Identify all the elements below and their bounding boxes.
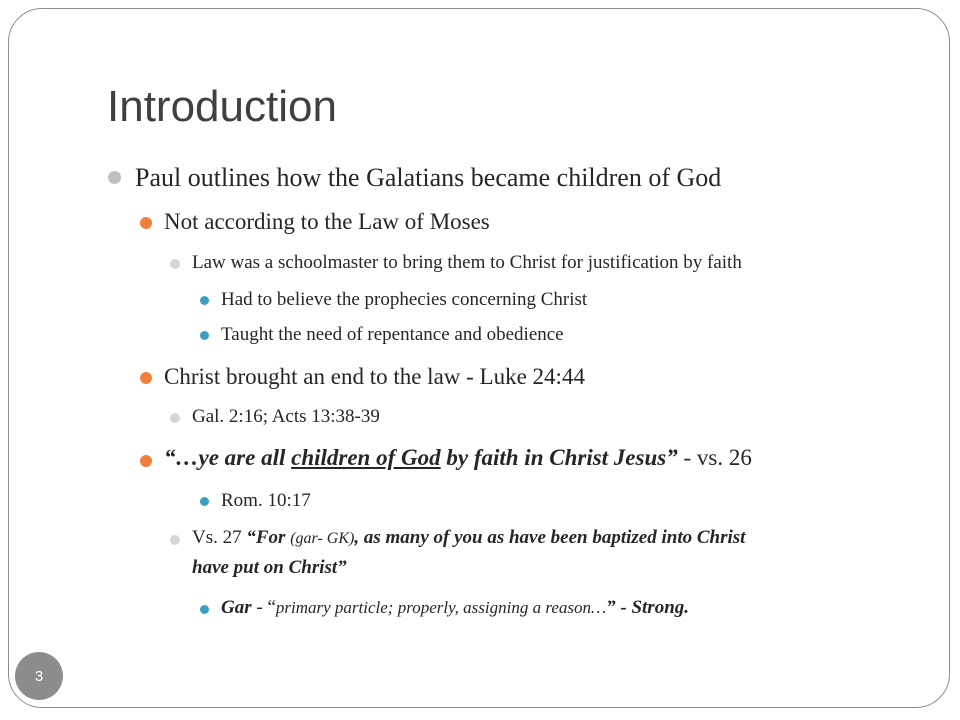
bullet-dot-level3 (170, 535, 180, 545)
bullet-text-11 (221, 597, 689, 619)
page-number-badge: 3 (15, 652, 63, 700)
bullet-text-3: Law was a schoolmaster to bring them to Christ for justification by faith (192, 252, 742, 273)
verse-label: Vs. 27 (192, 527, 247, 548)
bullet-dot-level2 (140, 217, 152, 229)
greek-note: (gar- GK) (290, 530, 355, 547)
bullet-text-2: Not according to the Law of Moses (164, 209, 490, 234)
quote-text: “…ye are all (164, 445, 292, 470)
quote-text-end: by faith in Christ Jesus” (440, 445, 678, 470)
bullet-text-7: Gal. 2:16; Acts 13:38-39 (192, 406, 380, 427)
bullet-dot-level3 (170, 413, 180, 423)
verse-reference: - vs. 26 (677, 445, 752, 470)
bullet-dot-level2 (140, 455, 152, 467)
quote-underlined: children of God (291, 445, 441, 470)
bullet-text-1: Paul outlines how the Galatians became children of God (135, 163, 722, 192)
bullet-dot-level4 (200, 497, 209, 506)
bullet-text-4: Had to believe the prophecies concerning Christ (221, 289, 588, 310)
bullet-text-10 (192, 527, 745, 549)
bullet-text-10-continued: have put on Christ” (192, 557, 347, 578)
definition-text: primary particle; properly, assigning a reason… (275, 598, 607, 617)
bullet-dot-level4 (200, 296, 209, 305)
bullet-dot-level3 (170, 259, 180, 269)
bullet-dot-level4 (200, 605, 209, 614)
bullet-text-8 (164, 445, 752, 471)
bullet-dot-level2 (140, 372, 152, 384)
bullet-text-6: Christ brought an end to the law - Luke 24:44 (164, 364, 585, 389)
bullet-text-5: Taught the need of repentance and obedience (221, 324, 564, 345)
source-reference: ” - Strong. (606, 597, 690, 618)
quote-for: “For (246, 527, 291, 548)
bullet-dot-level4 (200, 331, 209, 340)
gar-term: Gar (221, 597, 252, 618)
separator: - “ (251, 597, 276, 618)
bullet-text-9: Rom. 10:17 (221, 490, 311, 511)
quote-text: , as many of you as have been baptized into Christ (354, 527, 746, 548)
slide-title: Introduction (107, 82, 337, 131)
bullet-dot-level1 (108, 171, 121, 184)
